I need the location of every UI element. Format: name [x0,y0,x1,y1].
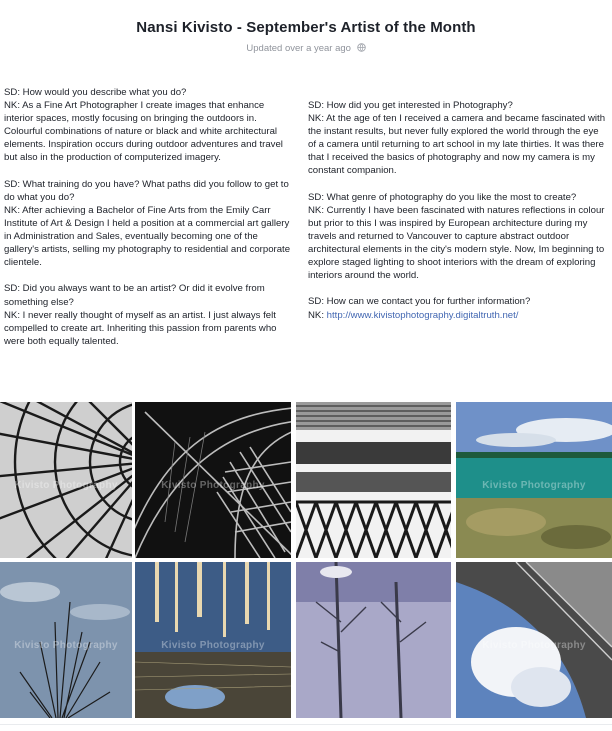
watermark-text: Kivisto Photography [482,640,586,651]
louvered-ceiling-photo[interactable] [296,402,451,558]
glass-dome-photo[interactable] [0,402,132,558]
watermark-text: Kivisto Photography [482,480,586,491]
watermark-text: Kivisto Photography [161,480,265,491]
answer-text: NK: I never really thought of myself as an artist. I just always felt compelled to create art. Inheriting this passion from parents who were both equally talented. [4,309,277,347]
question-text: SD: What training do you have? What paths did you follow to get to do what you do? [4,178,289,203]
watermark-text: Kivisto Photography [14,640,118,651]
watermark-text: Kivisto Photography [14,480,118,491]
answer-text: NK: Currently I have been fascinated with natures reflections in colour but prior to this I was inspired by European architecture during my travels and returned to Vancouver to capture abstract outdoor architectural elements in the city's modern style. Now, Im beginning to explore staged lighting to shoot interiors with the dream of exploring interiors around the world. [308,204,605,282]
question-text: SD: Did you always want to be an artist? Or did it evolve from something else? [4,283,265,308]
interview-left-column [4,86,294,361]
question-text: SD: How can we contact you for further information? [308,296,531,308]
qa-block [308,295,608,321]
photo-gallery [0,402,612,720]
globe-icon[interactable] [357,43,366,52]
answer-text: NK: After achieving a Bachelor of Fine Arts from the Emily Carr Institute of Art & Design I held a position at a commercial art gallery in Administration and Sales, eventually becoming one of the gallery's artists, selling my photography to residential and corporate clientele. [4,204,291,269]
interview-right-column [308,99,608,335]
tree-reflection-photo[interactable] [296,562,451,718]
qa-block [308,99,608,178]
watermark-text: Kivisto Photography [161,640,265,651]
answer-prefix: NK: [308,309,327,321]
note-title: Nansi Kivisto - September's Artist of the Month [136,19,476,36]
steel-arch-photo[interactable] [135,402,291,558]
reeds-water-photo[interactable] [0,562,132,718]
answer-text: NK: At the age of ten I received a camera and became fascinated with the instant results, but never fully explored the world through the eye of a camera until returning to art school in my late thirties. It was there that I received the basics of photography and now my camera is my constant companion. [308,113,606,177]
qa-block [4,282,294,347]
website-link[interactable]: http://www.kivistophotography.digitaltruth.net/ [326,309,519,321]
question-text: SD: What genre of photography do you like the most to create? [308,191,577,203]
updated-text: Updated over a year ago [246,43,351,54]
answer-text [308,309,608,322]
sky-puddle-photo[interactable] [456,562,612,718]
question-text: SD: How would you describe what you do? [4,87,187,98]
updated-line [0,43,612,54]
pier-reflection-photo[interactable] [135,562,291,718]
answer-text: NK: As a Fine Art Photographer I create images that enhance interior spaces, mostly focusing on bringing the outdoors in. Colourful combinations of nature or black and white architectural elements. Inspiration occurs during outdoor adventures and travel but also in the production of computerized imagery. [4,100,283,164]
qa-block [4,178,294,270]
qa-block [308,191,608,283]
divider [0,724,612,725]
question-text: SD: How did you get interested in Photography? [308,100,513,111]
qa-block [4,86,294,165]
lake-shore-photo[interactable] [456,402,612,558]
